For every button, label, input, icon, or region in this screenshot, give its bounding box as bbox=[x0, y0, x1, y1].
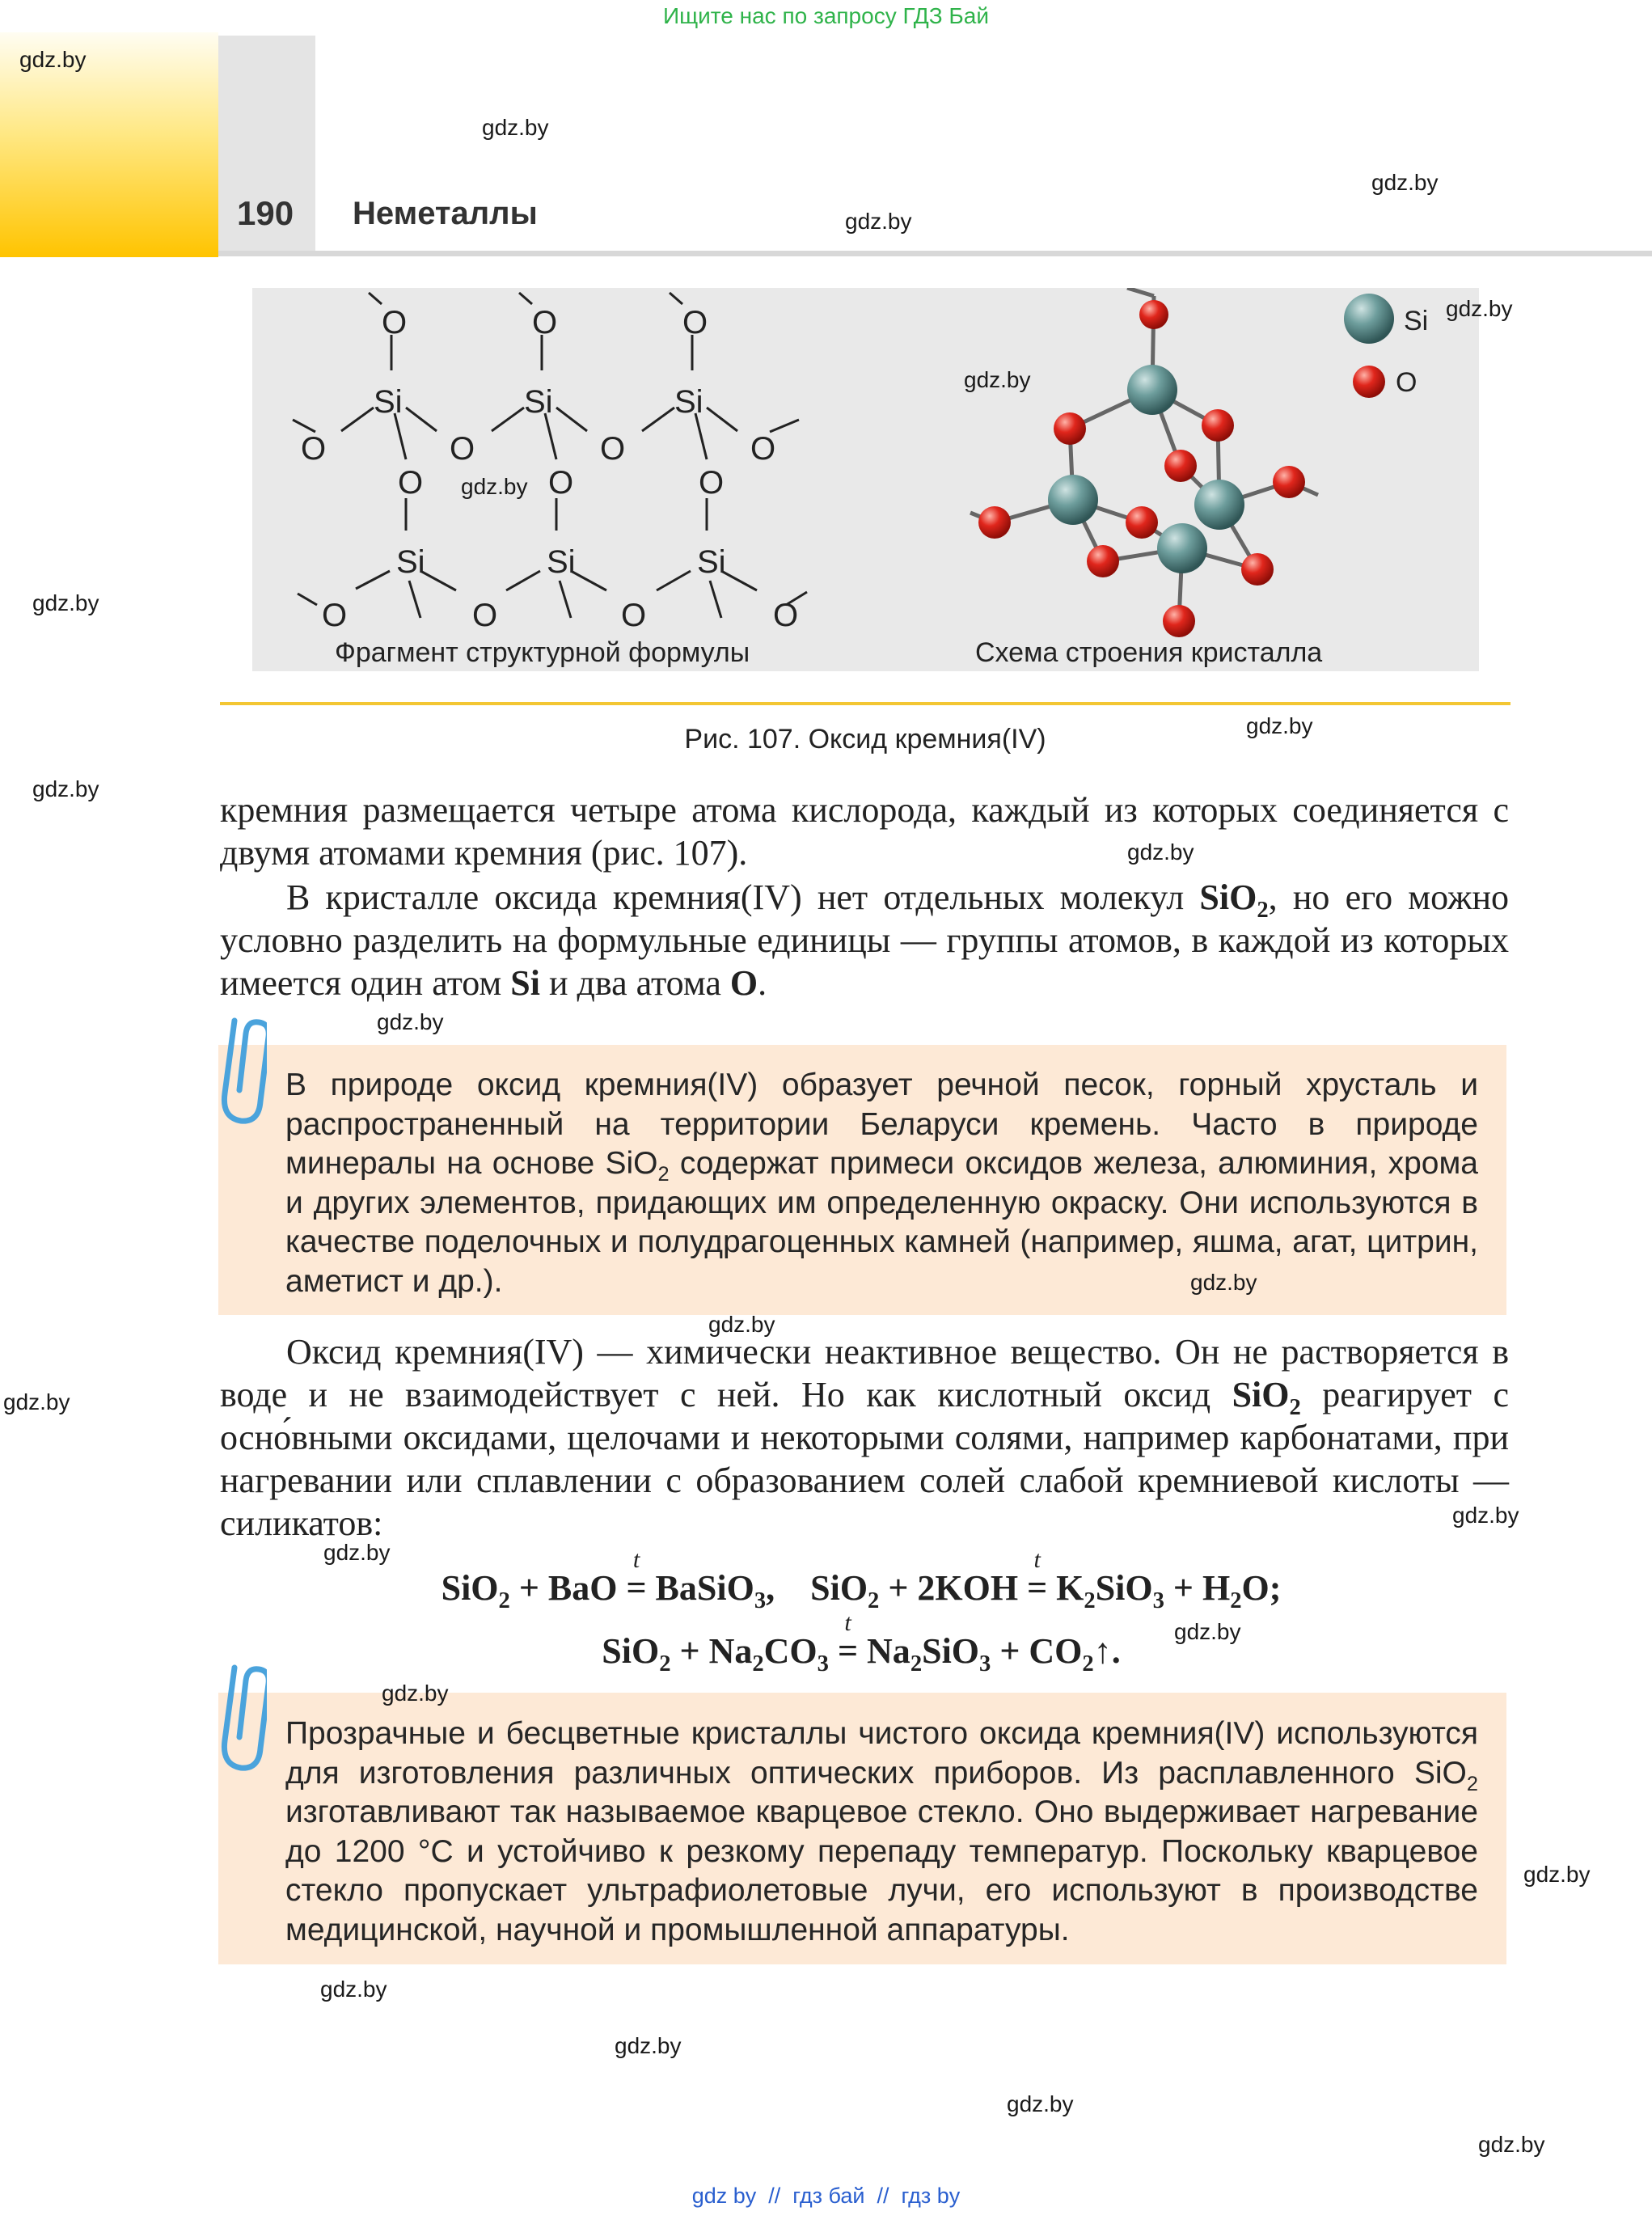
watermark: gdz.by bbox=[1007, 2091, 1074, 2116]
watermark: gdz.by bbox=[1127, 839, 1194, 865]
paperclip-icon bbox=[202, 1660, 267, 1781]
svg-text:Si: Si bbox=[1404, 306, 1429, 336]
page-number: 190 bbox=[237, 194, 294, 232]
svg-text:O: O bbox=[682, 305, 708, 340]
svg-text:O: O bbox=[382, 305, 408, 340]
watermark: gdz.by bbox=[1446, 296, 1513, 321]
watermark: gdz.by bbox=[320, 1977, 387, 2002]
left-figure-label: Фрагмент структурной формулы bbox=[335, 637, 750, 668]
watermark: gdz.by bbox=[1246, 713, 1313, 738]
paragraph-3: Оксид кремния(IV) — химически неактивное вещество. Он не растворяется в воде и не взаимодействует с ней. Но как кислотный оксид SiO$_2$ реагирует с осно́вными оксидами, щелочами и некоторыми солями, например карбонатами, при нагревании или сплавлении с образованием солей слабой кремниевой кислоты — силикатов: bbox=[220, 1332, 1509, 1543]
watermark: gdz.by bbox=[1174, 1619, 1241, 1644]
formula-atoms bbox=[301, 305, 798, 633]
watermark: gdz.by bbox=[964, 367, 1031, 392]
top-banner[interactable]: Ищите нас по запросу ГДЗ Бай bbox=[662, 3, 990, 28]
watermark: gdz.by bbox=[615, 2033, 682, 2058]
watermark: gdz.by bbox=[32, 776, 99, 801]
svg-text:Si: Si bbox=[524, 384, 553, 420]
svg-text:O: O bbox=[773, 598, 799, 633]
figure-panel bbox=[252, 288, 1479, 671]
watermark: gdz.by bbox=[19, 47, 87, 72]
figure-divider bbox=[220, 702, 1510, 705]
svg-text:O: O bbox=[1396, 367, 1418, 398]
svg-text:O: O bbox=[750, 431, 776, 467]
watermark: gdz.by bbox=[845, 209, 912, 234]
watermark: gdz.by bbox=[708, 1312, 775, 1337]
watermark: gdz.by bbox=[323, 1540, 391, 1565]
svg-text:O: O bbox=[450, 431, 475, 467]
svg-text:O: O bbox=[600, 431, 626, 467]
watermark: gdz.by bbox=[1190, 1270, 1257, 1295]
watermark: gdz.by bbox=[482, 115, 549, 140]
header-divider bbox=[218, 251, 1652, 256]
watermark: gdz.by bbox=[1452, 1503, 1519, 1528]
paperclip-icon bbox=[202, 1013, 267, 1134]
svg-text:O: O bbox=[548, 465, 574, 501]
watermark: gdz.by bbox=[3, 1389, 70, 1414]
watermark: gdz.by bbox=[1523, 1862, 1591, 1887]
svg-text:O: O bbox=[398, 465, 424, 501]
crystal-atoms bbox=[978, 300, 1305, 637]
svg-text:Si: Si bbox=[374, 384, 403, 420]
watermark: gdz.by bbox=[32, 590, 99, 615]
svg-text:O: O bbox=[472, 598, 498, 633]
svg-text:Si: Si bbox=[674, 384, 703, 420]
footer-links[interactable]: gdz by // гдз бай // гдз by bbox=[691, 2184, 961, 2208]
note-text-2: Прозрачные и бесцветные кристаллы чистого оксида кремния(IV) используются для изготовления различных оптических приборов. Из расплавленного SiO$_2$ изготавливают так называемое кварцевое стекло. Оно выдерживает нагревание до 1200 °C и устойчиво к резкому перепаду температур. Поскольку кварцевое стекло пропускает ультрафиолетовые лучи, его используют в производстве медицинской, научной и промышленной аппаратуры. bbox=[285, 1716, 1478, 1947]
watermark: gdz.by bbox=[461, 474, 528, 499]
figure-svg bbox=[252, 288, 1479, 671]
chapter-title: Неметаллы bbox=[353, 196, 538, 231]
watermark: gdz.by bbox=[1371, 170, 1439, 195]
note-text-1: В природе оксид кремния(IV) образует речной песок, горный хрусталь и распространенный на территории Беларуси кремень. Часто в природе минералы на основе SiO$_2$ содержат примеси оксидов железа, алюминия, хрома и других элементов, придающих им определенную окраску. Они используются в качестве поделочных и полудрагоценных камней (например, яшма, агат, цитрин, аметист и др.). bbox=[285, 1068, 1478, 1299]
svg-text:O: O bbox=[699, 465, 725, 501]
watermark: gdz.by bbox=[382, 1681, 449, 1706]
figure-caption: Рис. 107. Оксид кремния(IV) bbox=[684, 724, 1046, 755]
right-figure-label: Схема строения кристалла bbox=[975, 637, 1323, 668]
svg-text:Si: Si bbox=[697, 544, 726, 580]
svg-text:O: O bbox=[621, 598, 647, 633]
svg-text:Si: Si bbox=[547, 544, 576, 580]
paragraph-2: В кристалле оксида кремния(IV) нет отдельных молекул SiO$_2$, но его можно условно разделить на формульные единицы — группы атомов, в каждой из которых имеется один атом Si и два атома O. bbox=[220, 877, 1509, 1003]
svg-text:O: O bbox=[301, 431, 327, 467]
watermark: gdz.by bbox=[377, 1009, 444, 1034]
paragraph-1: кремния размещается четыре атома кислорода, каждый из которых соединяется с двумя атомами кремния (рис. 107). bbox=[220, 790, 1509, 873]
equation-1: SiO$_2$ + BaO t = BaSiO$_3$, SiO$_2$ + 2KOH t = $K_2SiO_3 + H_2O$; bbox=[441, 1546, 1282, 1613]
crystal-legend bbox=[1344, 294, 1428, 398]
svg-text:Si: Si bbox=[396, 544, 425, 580]
equation-2: $SiO_2 + Na_2CO_3$ t = $Na_2SiO_3$ + $CO_2↑$. bbox=[602, 1609, 1121, 1676]
svg-text:O: O bbox=[532, 305, 558, 340]
watermark: gdz.by bbox=[1478, 2132, 1545, 2157]
svg-text:O: O bbox=[322, 598, 348, 633]
